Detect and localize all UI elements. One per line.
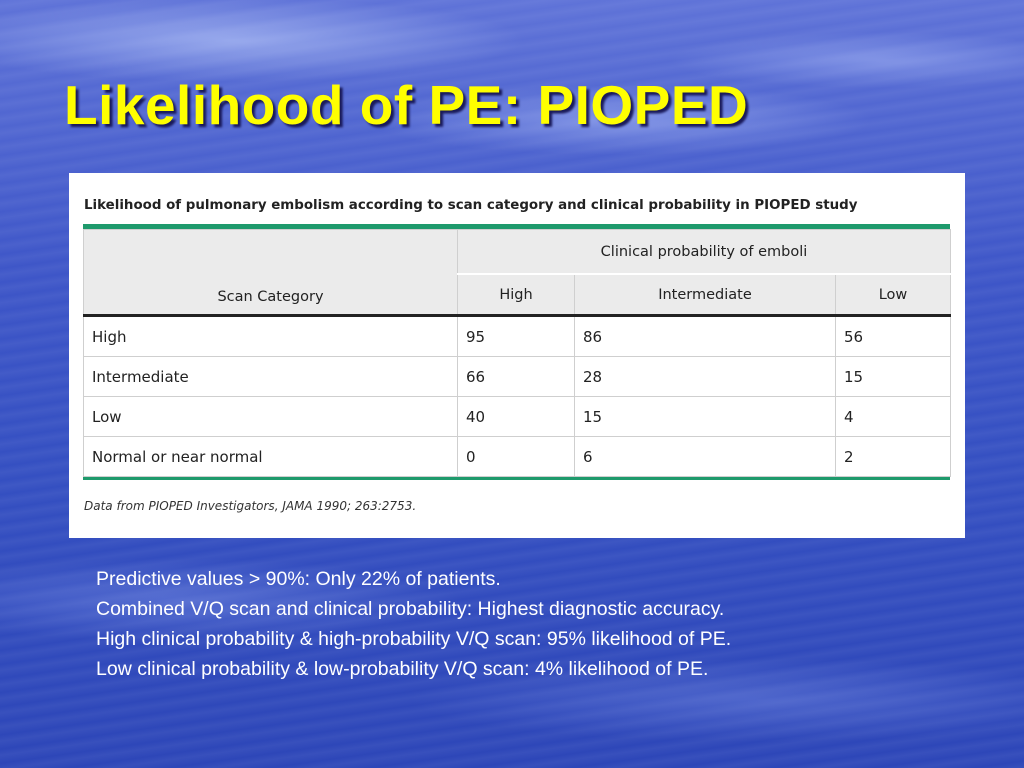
table-cell: 40 — [458, 397, 575, 437]
table-cell: 2 — [836, 437, 951, 477]
row-label: High — [84, 316, 458, 357]
table-row — [84, 437, 951, 477]
table-row — [84, 316, 951, 357]
note-line: High clinical probability & high-probability V/Q scan: 95% likelihood of PE. — [96, 628, 732, 650]
note-line: Predictive values > 90%: Only 22% of patients. — [96, 568, 501, 590]
table-row — [84, 397, 951, 437]
table-cell: 95 — [458, 316, 575, 357]
row-label: Normal or near normal — [84, 437, 458, 477]
table-cell: 0 — [458, 437, 575, 477]
figure-panel — [69, 173, 965, 538]
table-cell: 15 — [575, 397, 836, 437]
table-cell: 15 — [836, 357, 951, 397]
column-header-high: High — [458, 274, 575, 316]
data-source-note: Data from PIOPED Investigators, JAMA 1990; 263:2753. — [84, 499, 417, 513]
row-label: Intermediate — [84, 357, 458, 397]
note-line: Low clinical probability & low-probability V/Q scan: 4% likelihood of PE. — [96, 658, 709, 680]
table-cell: 28 — [575, 357, 836, 397]
likelihood-table — [83, 229, 951, 477]
table-cell: 86 — [575, 316, 836, 357]
slide-title: Likelihood of PE: PIOPED — [64, 74, 749, 136]
column-header-intermediate: Intermediate — [575, 274, 836, 316]
table-cell: 66 — [458, 357, 575, 397]
table-cell: 6 — [575, 437, 836, 477]
summary-notes — [96, 564, 731, 684]
figure-caption: Likelihood of pulmonary embolism according to scan category and clinical probability in PIOPED study — [84, 198, 858, 213]
table-cell: 4 — [836, 397, 951, 437]
table-row — [84, 357, 951, 397]
column-header-low: Low — [836, 274, 951, 316]
likelihood-table-container — [83, 224, 950, 480]
note-line: Combined V/Q scan and clinical probability: Highest diagnostic accuracy. — [96, 598, 725, 620]
row-label: Low — [84, 397, 458, 437]
table-cell: 56 — [836, 316, 951, 357]
clinical-probability-header: Clinical probability of emboli — [458, 230, 951, 275]
scan-category-header: Scan Category — [84, 230, 458, 316]
